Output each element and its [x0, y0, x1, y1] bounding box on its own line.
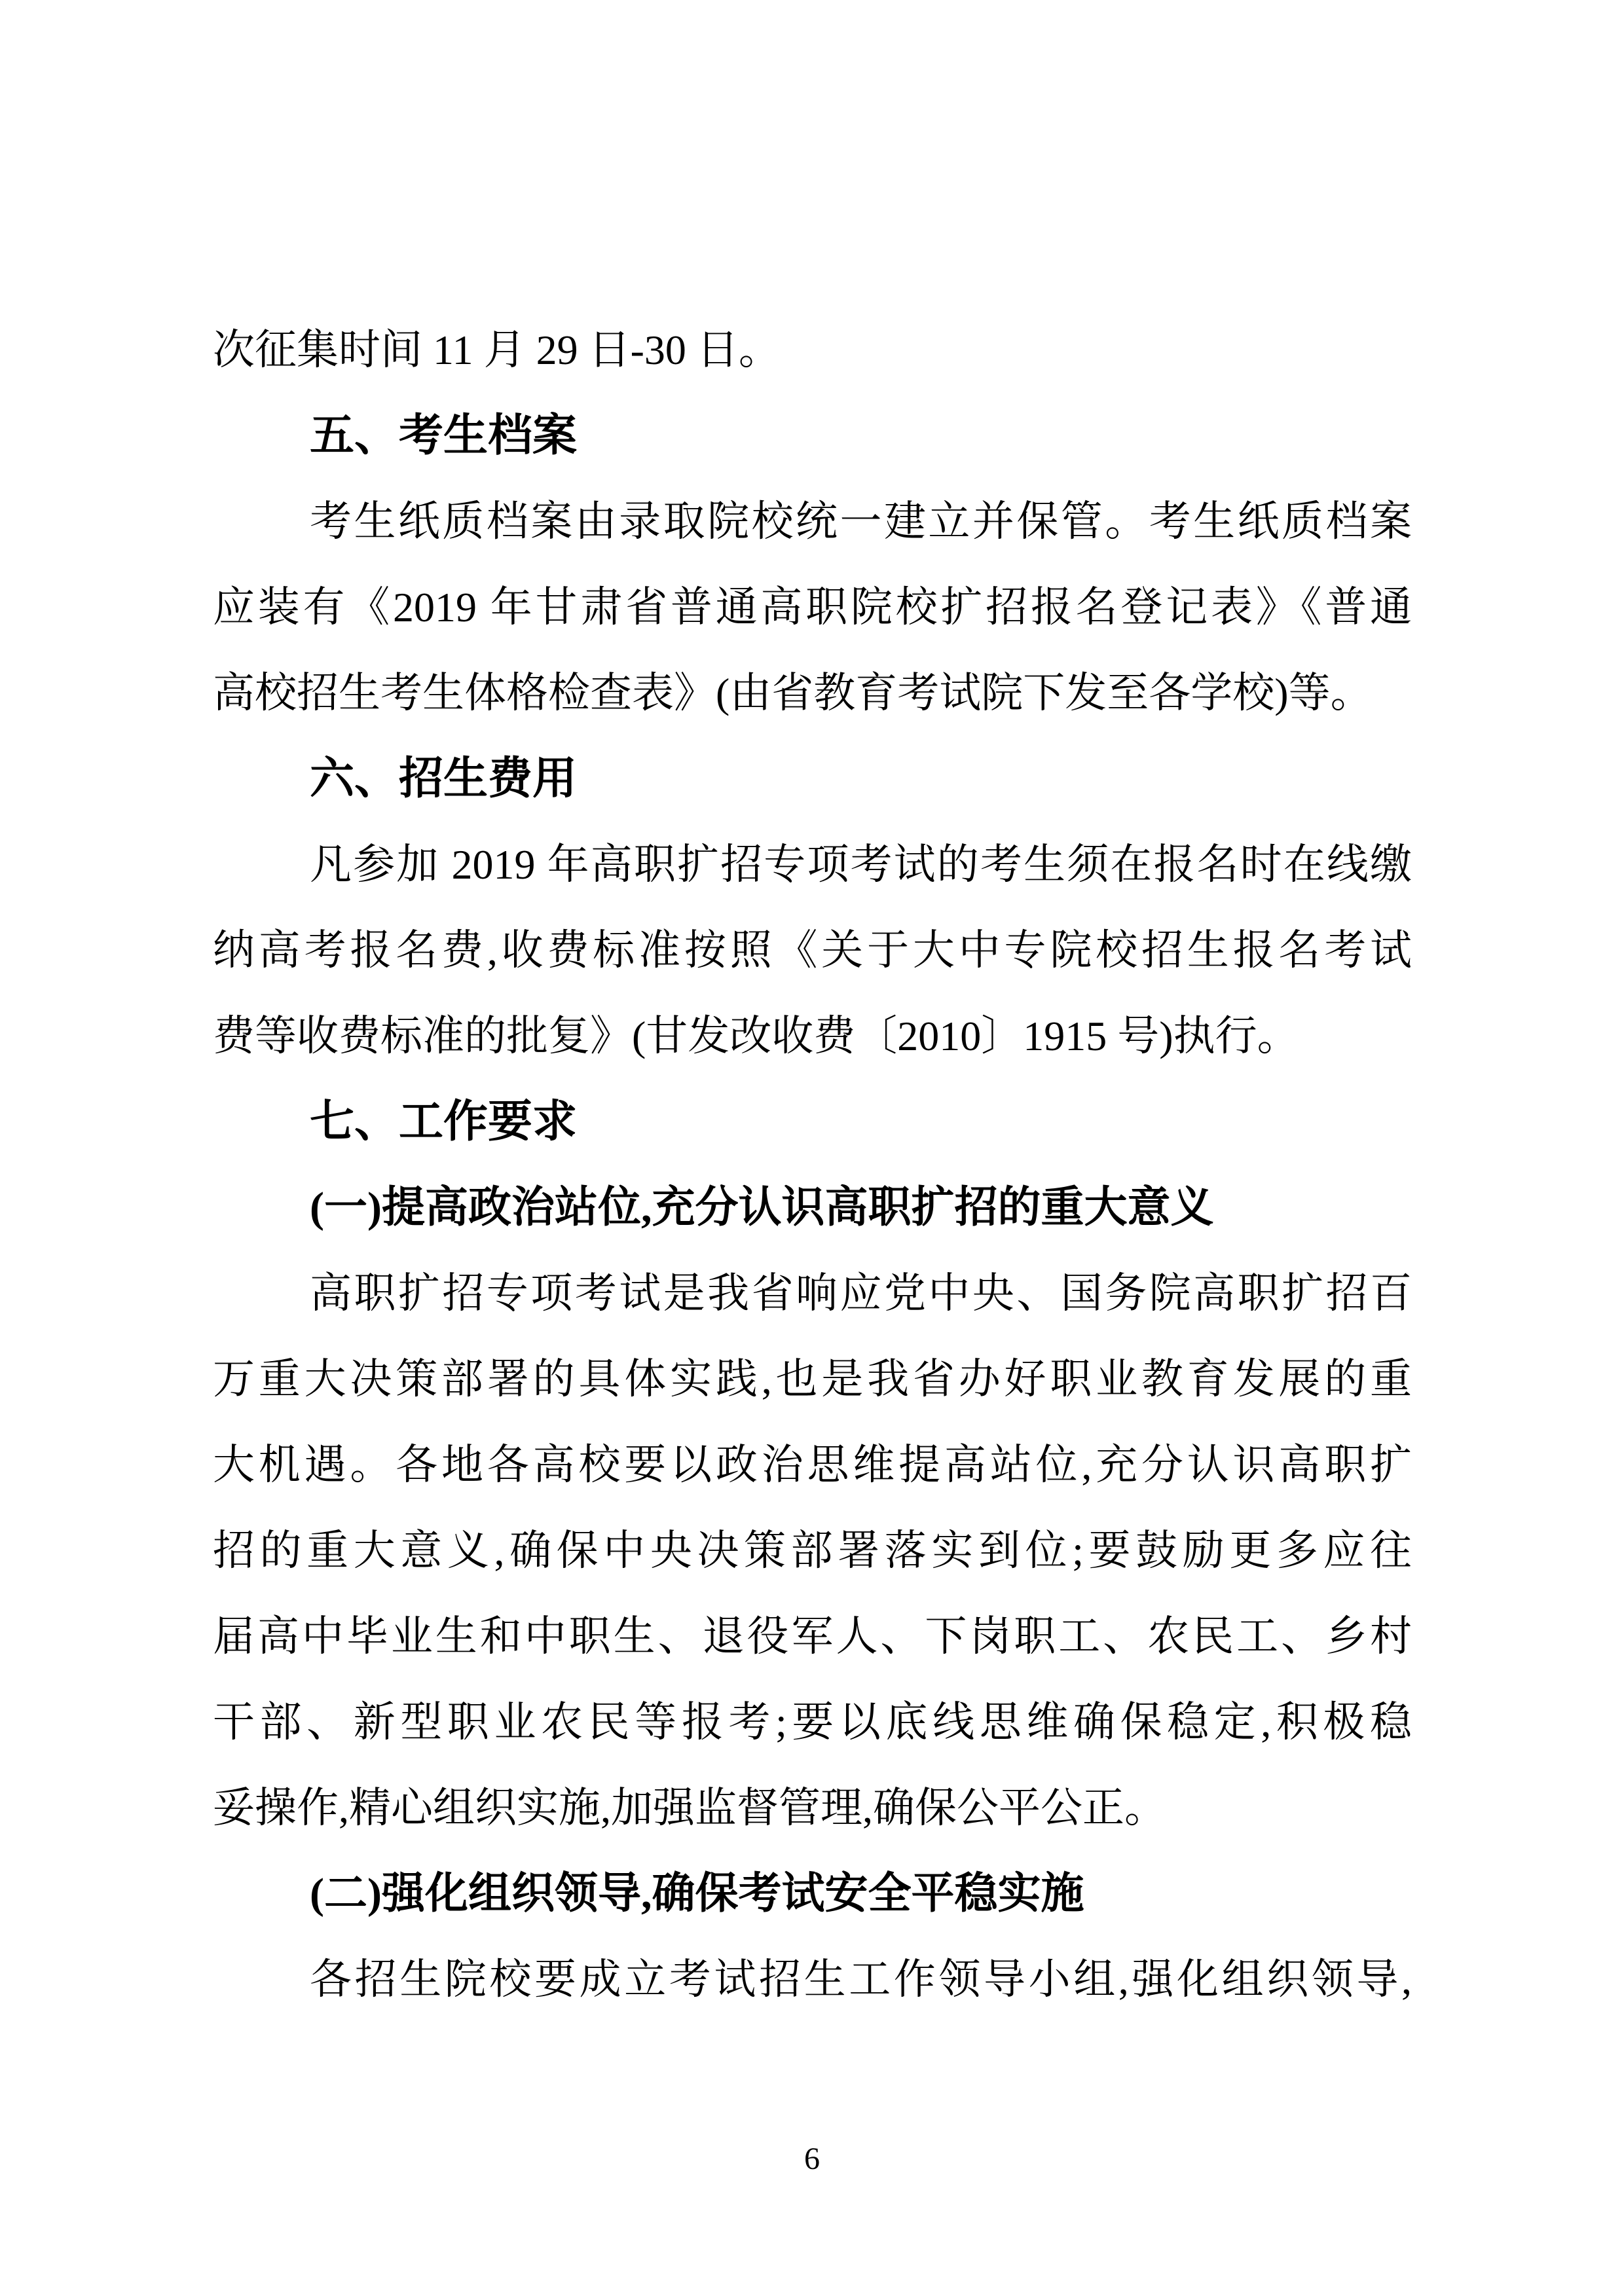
body-text-line: 招的重大意义,确保中央决策部署落实到位;要鼓励更多应往 [213, 1527, 1412, 1574]
body-text-line: 纳高考报名费,收费标准按照《关于大中专院校招生报名考试 [213, 927, 1412, 974]
section-heading: 六、招生费用 [310, 754, 578, 803]
sub-section-heading: (一)提高政治站位,充分认识高职扩招的重大意义 [310, 1184, 1214, 1231]
body-text-line: 届高中毕业生和中职生、退役军人、下岗职工、农民工、乡村 [213, 1613, 1412, 1660]
body-text-line: 高职扩招专项考试是我省响应党中央、国务院高职扩招百 [310, 1270, 1412, 1317]
body-text-line: 大机遇。各地各高校要以政治思维提高站位,充分认识高职扩 [213, 1442, 1412, 1488]
section-heading: 七、工作要求 [310, 1097, 578, 1146]
body-text-line: 凡参加 2019 年高职扩招专项考试的考生须在报名时在线缴 [310, 841, 1412, 888]
body-text-line: 费等收费标准的批复》(甘发改收费〔2010〕1915 号)执行。 [213, 1013, 1299, 1059]
document-body [213, 307, 1412, 2022]
body-text-line: 次征集时间 11 月 29 日-30 日。 [213, 327, 781, 373]
body-text-line: 应装有《2019 年甘肃省普通高职院校扩招报名登记表》《普通 [213, 584, 1412, 630]
sub-section-heading: (二)强化组织领导,确保考试安全平稳实施 [310, 1870, 1084, 1918]
body-text-line: 考生纸质档案由录取院校统一建立并保管。考生纸质档案 [310, 498, 1412, 545]
page-number: 6 [804, 2141, 820, 2176]
body-text-line: 万重大决策部署的具体实践,也是我省办好职业教育发展的重 [213, 1356, 1412, 1402]
body-text-line: 干部、新型职业农民等报考;要以底线思维确保稳定,积极稳 [213, 1699, 1412, 1745]
body-text-line: 各招生院校要成立考试招生工作领导小组,强化组织领导, [310, 1956, 1412, 2003]
section-heading: 五、考生档案 [310, 410, 578, 460]
body-text-line: 高校招生考生体格检查表》(由省教育考试院下发至各学校)等。 [213, 670, 1373, 716]
body-text-line: 妥操作,精心组织实施,加强监督管理,确保公平公正。 [213, 1785, 1166, 1831]
